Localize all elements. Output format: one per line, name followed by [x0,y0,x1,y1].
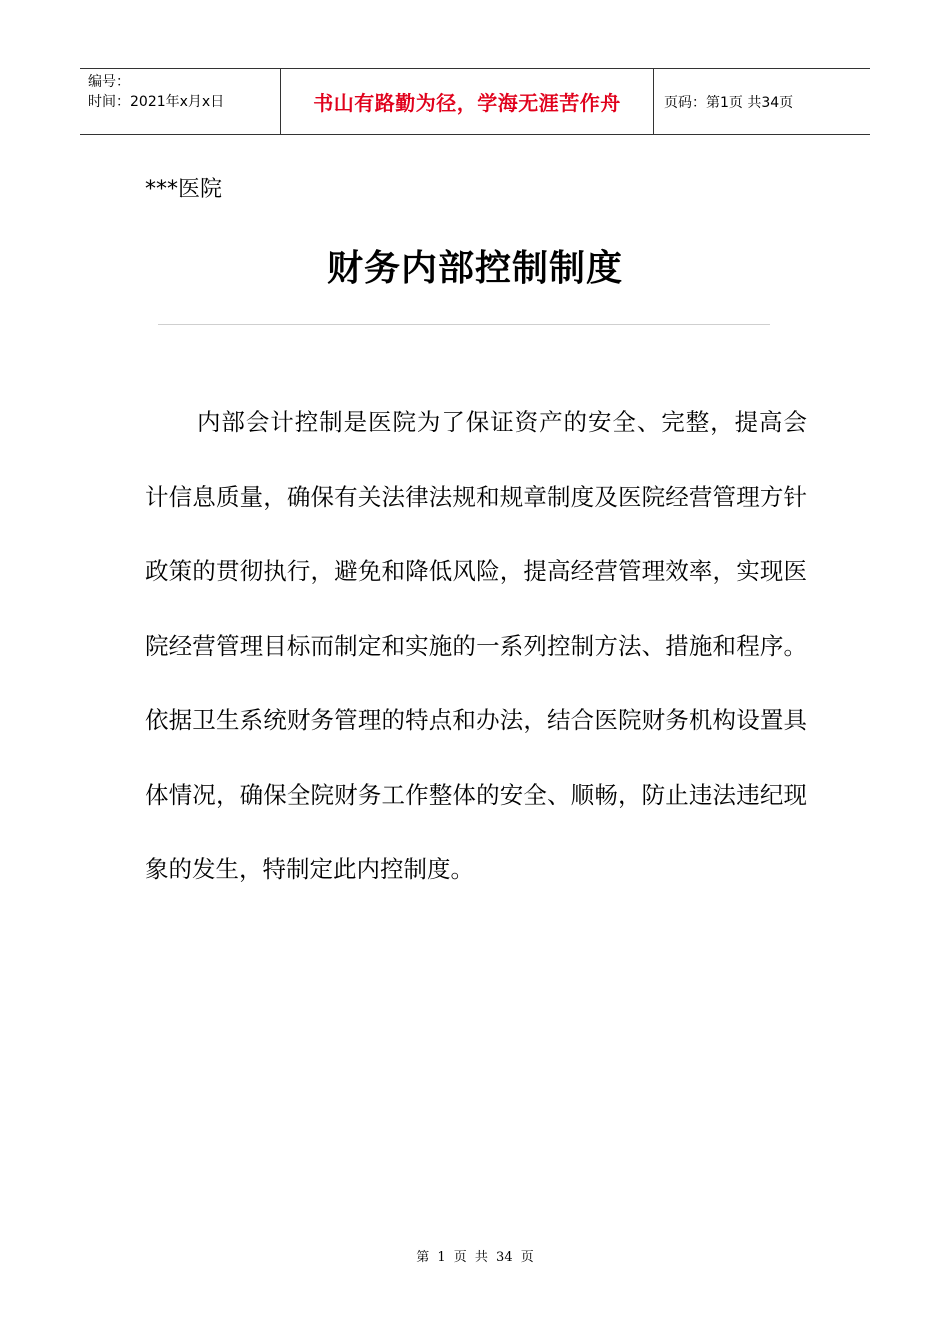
body-paragraph: 内部会计控制是医院为了保证资产的安全、完整，提高会计信息质量，确保有关法律法规和规章制度及医院经营管理方针政策的贯彻执行，避免和降低风险，提高经营管理效率，实现医院经营管理目标而制定和实施的一系列控制方法、措施和程序。依据卫生系统财务管理的特点和办法，结合医院财务机构设置具体情况，确保全院财务工作整体的安全、顺畅，防止违法违纪现象的发生，特制定此内控制度。 [145,408,807,883]
document-date-label: 时间：2021年x月x日 [88,94,225,110]
hospital-name: ***医院 [145,177,223,202]
document-number-label: 编号： [88,74,130,90]
document-title: 财务内部控制制度 [326,248,623,289]
title-divider [158,324,770,325]
page-footer: 第 1 页 共 34 页 [416,1250,534,1265]
header-meta [80,69,280,134]
header-motto: 书山有路勤为径，学海无涯苦作舟 [280,69,654,134]
header-page-info: 页码：第1页 共34页 [664,94,794,111]
page-header [80,68,870,135]
